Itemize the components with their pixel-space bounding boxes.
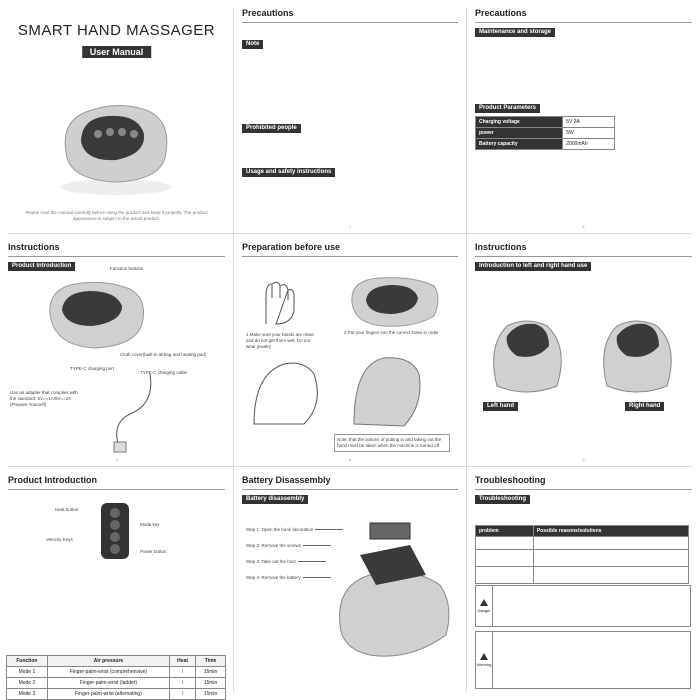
troubleshooting-page bbox=[467, 467, 700, 700]
table-row: Mode 2 Finger-palm-wrist (ladder) / 15min bbox=[7, 678, 226, 689]
label-adapter: Use an adapter that complies with the standard: 5V==1A/5V==2A (Prepare Yourself) bbox=[10, 390, 78, 407]
battery-step-2: Step 2: Remove the screws bbox=[246, 543, 331, 548]
warning-box: Warning bbox=[475, 631, 691, 689]
cover-page bbox=[0, 0, 233, 233]
left-right-hand-bar: Introduction to left and right hand use bbox=[475, 262, 591, 271]
label-heat-button: Heat button bbox=[55, 507, 79, 512]
hand-illustration bbox=[246, 276, 306, 326]
page-title: Precautions bbox=[242, 8, 294, 18]
table-row bbox=[476, 537, 689, 550]
table-header-row: problem Possible reasons/solutions bbox=[476, 526, 689, 537]
table-row bbox=[476, 550, 689, 567]
cable-illustration bbox=[100, 374, 160, 454]
precautions-page-2 bbox=[467, 0, 700, 233]
left-hand-label: Left hand bbox=[483, 402, 518, 411]
right-hand-illustration bbox=[587, 286, 687, 406]
cover-title: SMART HAND MASSAGER bbox=[17, 22, 216, 39]
table-row: power 5W bbox=[476, 128, 615, 139]
warning-triangle-icon bbox=[480, 599, 488, 606]
page-number: 1 bbox=[348, 224, 352, 229]
prep-note: Note: that the actions of putting in and taking out the hand must be taken when the machine is turned off. bbox=[334, 434, 450, 452]
precautions-page-1 bbox=[234, 0, 466, 233]
preparation-page bbox=[234, 234, 466, 466]
note-section-bar: Note bbox=[242, 40, 263, 49]
battery-disassembly-illustration bbox=[330, 515, 460, 665]
instructions-page-1 bbox=[0, 234, 233, 466]
right-hand-label: Right hand bbox=[625, 402, 664, 411]
cover-note: Please read the manual carefully before using the product and keep it properly. The product appearance is subject to the actual product. bbox=[25, 210, 208, 221]
page-title: Precautions bbox=[475, 8, 527, 18]
prep-caption-2: 2.Put your fingers into the correct holes in order bbox=[344, 330, 439, 335]
control-panel-illustration bbox=[95, 501, 135, 561]
battery-step-3: Step 3: Take out the host bbox=[246, 559, 326, 564]
page-number: 2 bbox=[582, 224, 585, 229]
page-title: Troubleshooting bbox=[475, 475, 546, 485]
troubleshooting-table bbox=[475, 525, 689, 584]
table-row: Charging voltage 5V 2A bbox=[476, 117, 615, 128]
table-row: Battery capacity 2000mAh bbox=[476, 139, 615, 150]
label-power-button: Power button bbox=[140, 549, 167, 554]
prep-caption-1: 1.Make sure your hands are clean and do not get them wet. Do not wear jewelry bbox=[246, 332, 315, 349]
battery-page bbox=[234, 467, 466, 700]
label-function-buttons: Function buttons bbox=[110, 266, 144, 271]
usage-section-bar: Usage and safety instructions bbox=[242, 168, 335, 177]
label-typec-port: TYPE-C charging port bbox=[70, 366, 115, 371]
left-hand-illustration bbox=[477, 286, 577, 406]
troubleshooting-section-bar: Troubleshooting bbox=[475, 495, 530, 504]
battery-step-1: Step 1: Open the hook decoration bbox=[246, 527, 343, 532]
page-title: Instructions bbox=[475, 242, 527, 252]
user-manual-badge: User Manual bbox=[82, 46, 152, 58]
page-title: Battery Disassembly bbox=[242, 475, 331, 485]
params-table bbox=[475, 116, 615, 150]
massager-illustration bbox=[344, 272, 444, 332]
massager-illustration bbox=[46, 82, 186, 202]
label-typec-cable: TYPE-C charging cable bbox=[140, 370, 188, 375]
danger-box: Danger bbox=[475, 585, 691, 627]
page-number: 4 bbox=[348, 457, 352, 462]
page-title: Product Introduction bbox=[8, 475, 97, 485]
warning-triangle-icon bbox=[480, 653, 488, 660]
function-table bbox=[6, 655, 226, 700]
table-row: Mode 1 Finger-palm-wrist (comprehensive) / 15min bbox=[7, 667, 226, 678]
page-title: Preparation before use bbox=[242, 242, 341, 252]
page-title: Instructions bbox=[8, 242, 60, 252]
label-velocity-keys: Velocity Keys bbox=[46, 537, 73, 542]
prohibited-section-bar: Prohibited people bbox=[242, 124, 301, 133]
product-intro-bar: Product Introduction bbox=[8, 262, 75, 271]
label-mode-key: Mode key bbox=[140, 522, 160, 527]
page-number: 3 bbox=[115, 457, 118, 462]
table-header-row: Function Air pressure Heat Time bbox=[7, 656, 226, 667]
battery-step-4: Step 4: Remove the battery bbox=[246, 575, 331, 580]
instructions-page-2 bbox=[467, 234, 700, 466]
massager-illustration bbox=[40, 274, 150, 354]
page-number: 5 bbox=[582, 457, 585, 462]
table-row bbox=[476, 567, 689, 584]
table-row: Mode 3 Finger-palm-wrist (alternating) / 15min bbox=[7, 689, 226, 700]
label-cloth-cover: Cloth cover(built-in airbag and heating pad) bbox=[120, 352, 207, 357]
params-section-bar: Product Parameters bbox=[475, 104, 540, 113]
maintenance-section-bar: Maintenance and storage bbox=[475, 28, 555, 37]
product-intro-page bbox=[0, 467, 233, 700]
hands-in-massager-illustration bbox=[244, 344, 464, 434]
battery-section-bar: Battery disassembly bbox=[242, 495, 308, 504]
